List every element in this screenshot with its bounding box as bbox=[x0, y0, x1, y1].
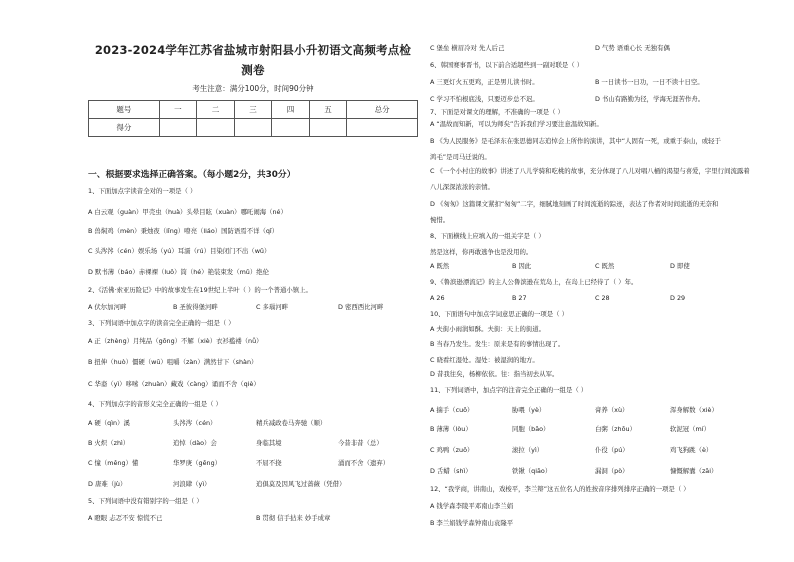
score-table-header-row bbox=[89, 101, 418, 119]
option-text: 华罗庚（gēng） bbox=[173, 459, 222, 467]
question-line: C 头涔涔（cén）娱乐场（yú）耳濡（rú）目染闭门不出（wǔ） bbox=[88, 247, 271, 255]
option-text: D 唐难（jù） bbox=[88, 480, 127, 488]
option-text: 追俱莫及因风飞过蔷薇（凭借） bbox=[256, 480, 346, 488]
option-text: 胁喂（yè） bbox=[512, 406, 546, 414]
score-header-cell: 一 bbox=[159, 101, 197, 119]
option-text: B 薄薄（lòu） bbox=[430, 425, 472, 433]
title-line-2: 测卷 bbox=[241, 63, 265, 77]
option-text: A 硬（qìn）溪 bbox=[88, 419, 130, 427]
option-text: 头涔涔（cén） bbox=[173, 419, 217, 427]
option-text: 身临其境 bbox=[256, 439, 282, 447]
question-line: 12、“我学商，讲南山，戏梭平，李兰辩”这五位名人的姓按音序排列排序正确的一项是（ ） bbox=[430, 485, 690, 493]
option-text: C 28 bbox=[595, 294, 610, 302]
question-line: B 李兰娟钱学森钟南山袁隆平 bbox=[430, 519, 514, 527]
question-line: A 白云观（guàn）甲壳虫（huà）头晕目眩（xuàn）哪吒闹海（né） bbox=[88, 208, 287, 216]
question-line: B 扭伸（huò）僵硬（wū）咀嚼（zàn）满然甘下（shàn） bbox=[88, 358, 258, 366]
exam-note: 考生注意：满分100分，时间90分钟 bbox=[192, 84, 314, 93]
score-header-cell: 二 bbox=[197, 101, 235, 119]
option-text: A 26 bbox=[430, 294, 445, 302]
question-line: 鸿毛”是司马迁说的。 bbox=[430, 153, 491, 161]
question-line: D 默书薄（báo）赤裸裸（luǒ）筒（hé）艳装束发（mǔ）绝伦 bbox=[88, 268, 270, 276]
question-line: A 钱学森李陵平邓南山李兰娟 bbox=[430, 502, 514, 510]
option-text: 滚拉（yì） bbox=[512, 446, 544, 454]
question-line: 5、下列词语中没有错别字的一组是（ ） bbox=[88, 497, 203, 505]
option-text: 鸡飞狗跳（è） bbox=[670, 446, 713, 454]
section-heading: 一、根据要求选择正确答案。（每小题2分，共30分） bbox=[88, 170, 296, 180]
question-line: 8、下面横线上应填入的一组关字是（ ） bbox=[430, 232, 545, 240]
option-text: D 29 bbox=[670, 294, 686, 302]
option-text: B 因此 bbox=[512, 262, 532, 270]
title-line-1: 2023-2024学年江苏省盐城市射阳县小升初语文高频考点检 bbox=[94, 43, 412, 57]
option-text: 膏养（xù） bbox=[595, 406, 629, 414]
option-text: 追悼（dào）会 bbox=[173, 439, 217, 447]
option-text: D 密西西比河畔 bbox=[338, 303, 384, 311]
option-text: 铁锹（qiāo） bbox=[512, 467, 552, 475]
option-text: A 既然 bbox=[430, 262, 450, 270]
score-header-cell: 四 bbox=[272, 101, 310, 119]
score-cell bbox=[159, 119, 197, 137]
option-text: 漏洞（pò） bbox=[595, 467, 629, 475]
question-line: D 昔我往矣，杨柳依依。往：指当初去从军。 bbox=[430, 370, 559, 378]
option-text: C 既然 bbox=[595, 262, 615, 270]
question-line: C 华裔（yì）哆嗦（zhuàn）藏戏（càng）诵而不舍（qiè） bbox=[88, 380, 260, 388]
question-line: 11、下列词语中，加点字的注音完全正确的一组是（ ） bbox=[430, 386, 588, 394]
option-text: B 一日读书一日功，一日不读十日空。 bbox=[595, 78, 704, 86]
option-text: D 气势 语重心长 无独有偶 bbox=[595, 44, 670, 52]
score-header-cell: 三 bbox=[234, 101, 272, 119]
option-text: C 憧（měng）懂 bbox=[88, 459, 139, 467]
option-text: B 火炽（zhì） bbox=[88, 439, 130, 447]
option-text: 浑身解数（xiè） bbox=[670, 406, 718, 414]
option-text: 不屈不挠 bbox=[256, 459, 282, 467]
score-table-row bbox=[89, 119, 418, 137]
question-line: 2、《活佛·索亚历险记》中的故事发生在19世纪上半叶（ ）的一个普通小镇上。 bbox=[88, 286, 312, 294]
option-text: A 揣手（cuō） bbox=[430, 406, 474, 414]
question-line: 1、下面加点字读音全对的一项是（ ） bbox=[88, 187, 197, 195]
score-cell bbox=[197, 119, 235, 137]
option-text: 精兵减政卷马奔驰（顺） bbox=[256, 419, 327, 427]
option-text: D 即使 bbox=[670, 262, 690, 270]
option-text: 仆役（pú） bbox=[595, 446, 629, 454]
question-line: 9、《鲁滨逊漂流记》的主人公鲁滨逊在荒岛上，在岛上已经待了（ ）年。 bbox=[430, 278, 638, 286]
option-text: A 伏尔加河畔 bbox=[88, 303, 127, 311]
option-text: B 27 bbox=[512, 294, 527, 302]
option-text: C 学习不怕根底浅，只要迈步总不迟。 bbox=[430, 95, 539, 103]
page-title bbox=[88, 40, 418, 80]
option-text: 今昔非昔（总） bbox=[338, 439, 383, 447]
question-line: 7、下面是对课文的理解，不准确的一项是（ ） bbox=[430, 108, 564, 116]
question-line: B 《为人民服务》是毛泽东在张思德同志追悼会上所作的演讲，其中“人固有一死，或重于泰山，或轻于 bbox=[430, 137, 721, 145]
option-text: C 多瑙河畔 bbox=[256, 303, 289, 311]
question-line: A 正（zhèng）月纯品（gōng）不解（xiè）衣衫褴褛（nǚ） bbox=[88, 337, 263, 345]
option-text: B 圣彼得堡河畔 bbox=[173, 303, 218, 311]
option-text: A 三更灯火五更鸡，正是男儿读书时。 bbox=[430, 78, 539, 86]
question-line: A 夫街小雨润如酥。夫街：天上的街道。 bbox=[430, 325, 546, 333]
question-line: 10、下面语句中加点字词意思正确的一项是（ ） bbox=[430, 310, 568, 318]
score-table bbox=[88, 100, 418, 137]
score-cell bbox=[234, 119, 272, 137]
option-text: A 瞪眼 忐忑不安 惊慌不已 bbox=[88, 514, 163, 522]
option-text: 软泥冠（mí） bbox=[670, 425, 710, 433]
option-text: 白粥（zhōu） bbox=[595, 425, 636, 433]
option-text: C 鸡鸭（zuǒ） bbox=[430, 446, 474, 454]
question-line: C 晓看红湿处。湿处：被湿润的地方。 bbox=[430, 356, 539, 364]
question-line: 然是这样，你再敢逃争也是没用的。 bbox=[430, 248, 533, 256]
score-row-label: 得分 bbox=[89, 119, 160, 137]
score-header-cell: 五 bbox=[309, 101, 347, 119]
question-line: A “温故而知新，可以为师矣”告诉我们学习要注意温故知新。 bbox=[430, 120, 603, 128]
option-text: B 贯彻 信手拈来 妙手成章 bbox=[256, 514, 331, 522]
question-line: 3、下列词语中加点字的读音完全正确的一组是（ ） bbox=[88, 319, 235, 327]
question-line: 八儿深深浓浓的亲情。 bbox=[430, 183, 494, 191]
option-text: 涌而不舍（遗弃） bbox=[338, 459, 390, 467]
option-text: 河浪肆（yì） bbox=[173, 480, 211, 488]
question-line: D 《匆匆》这篇课文紧扣“匆匆”二字，细腻地刻画了时间流逝的踪迹，表达了作者对时间流逝的无奈和 bbox=[430, 200, 719, 208]
score-cell bbox=[309, 119, 347, 137]
option-text: 慷慨解囊（zāi） bbox=[670, 467, 718, 475]
option-text: D 书山有路勤为径，学海无涯苦作舟。 bbox=[595, 95, 705, 103]
question-line: C 《一个小村庄的故事》讲述了八儿学骑和吃桃的故事，充分体现了八儿对唱八桶的渴望与喜爱，字里行间流露着 bbox=[430, 167, 750, 175]
score-cell bbox=[347, 119, 418, 137]
question-line: C 堡垒 横眉冷对 先人后己 bbox=[430, 44, 505, 52]
score-header-cell: 题号 bbox=[89, 101, 160, 119]
question-line: 4、下列加点字的音形义完全正确的一组是（ ） bbox=[88, 400, 222, 408]
question-line: 6、韩国赛事晋书，以下前合适超些到一副对联是（ ） bbox=[430, 61, 584, 69]
option-text: 同胞（bāo） bbox=[512, 425, 550, 433]
score-header-cell: 总分 bbox=[347, 101, 418, 119]
question-line: 惋惜。 bbox=[430, 216, 450, 224]
question-line: B 当春乃发生。发生：原来是有的事情出现了。 bbox=[430, 340, 565, 348]
score-cell bbox=[272, 119, 310, 137]
option-text: D 舌蜡（shì） bbox=[430, 467, 472, 475]
question-line: B 兽焖鸡（mèn）秉烛夜（lǐng）嘹亮（liáo）国防语焉不详（qǐ） bbox=[88, 227, 279, 235]
